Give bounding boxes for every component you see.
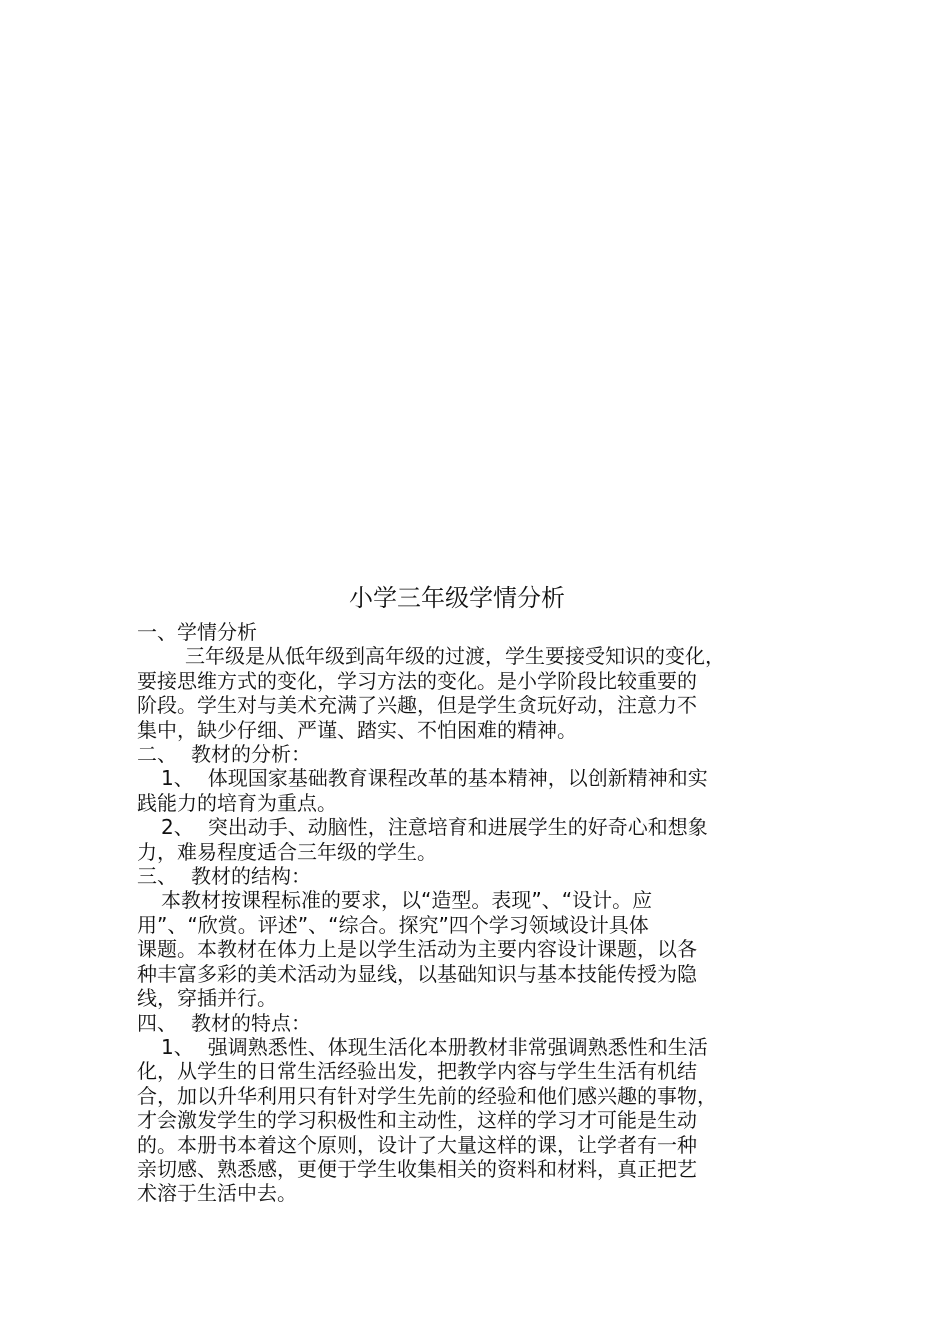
item-text: 体现国家基础教育课程改革的基本精神，以创新精神和实 — [207, 766, 708, 791]
section-title: 教材的分析： — [191, 742, 311, 767]
paragraph-line: 线，穿插并行。 — [137, 986, 277, 1011]
paragraph-line: 阶段。学生对与美术充满了兴趣，但是学生贪玩好动，注意力不 — [137, 693, 697, 718]
document-title: 小学三年级学情分析 — [349, 584, 565, 612]
paragraph-line: 集中，缺少仔细、严谨、踏实、不怕困难的精神。 — [137, 717, 577, 742]
item-number: 2、 — [161, 815, 194, 840]
item-text: 突出动手、动脑性，注意培育和进展学生的好奇心和想象 — [207, 815, 708, 840]
paragraph-line: 三年级是从低年级到高年级的过渡，学生要接受知识的变化， — [185, 644, 725, 669]
paragraph-line: 用”、“欣赏。评述”、“综合。探究”四个学习领域设计具体 — [137, 912, 649, 937]
section-heading-4 — [137, 1011, 777, 1035]
section-number: 四、 — [137, 1010, 177, 1035]
paragraph-line: 践能力的培育为重点。 — [137, 790, 337, 815]
paragraph-line: 术溶于生活中去。 — [137, 1181, 297, 1206]
paragraph-line: 的。本册书本着这个原则，设计了大量这样的课，让学者有一种 — [137, 1132, 697, 1157]
section-heading-1: 一、学情分析 — [137, 620, 257, 644]
list-item-line — [137, 815, 777, 839]
paragraph-line: 本教材按课程标准的要求，以“造型。表现”、“设计。应 — [161, 888, 653, 913]
list-item-line — [137, 766, 777, 790]
paragraph-line: 才会激发学生的学习积极性和主动性，这样的学习才可能是生动 — [137, 1108, 697, 1133]
paragraph-line: 力，难易程度适合三年级的学生。 — [137, 839, 437, 864]
section-number: 二、 — [137, 742, 177, 767]
item-text: 强调熟悉性、体现生活化本册教材非常强调熟悉性和生活 — [207, 1034, 708, 1059]
section-heading-2 — [137, 742, 777, 766]
paragraph-line: 化，从学生的日常生活经验出发，把教学内容与学生生活有机结 — [137, 1059, 697, 1084]
section-heading-3 — [137, 864, 777, 888]
document-body — [137, 580, 777, 1206]
list-item-line — [137, 1035, 777, 1059]
paragraph-line: 种丰富多彩的美术活动为显线，以基础知识与基本技能传授为隐 — [137, 961, 697, 986]
section-number: 三、 — [137, 864, 177, 889]
section-title: 教材的结构： — [191, 864, 311, 889]
paragraph-line: 课题。本教材在体力上是以学生活动为主要内容设计课题，以各 — [137, 937, 697, 962]
item-number: 1、 — [161, 766, 194, 791]
item-number: 1、 — [161, 1034, 194, 1059]
paragraph-line: 要接思维方式的变化，学习方法的变化。是小学阶段比较重要的 — [137, 668, 697, 693]
paragraph-line: 亲切感、熟悉感，更便于学生收集相关的资料和材料，真正把艺 — [137, 1156, 697, 1181]
section-title: 教材的特点： — [191, 1010, 311, 1035]
paragraph-line: 合，加以升华利用只有针对学生先前的经验和他们感兴趣的事物， — [137, 1083, 717, 1108]
